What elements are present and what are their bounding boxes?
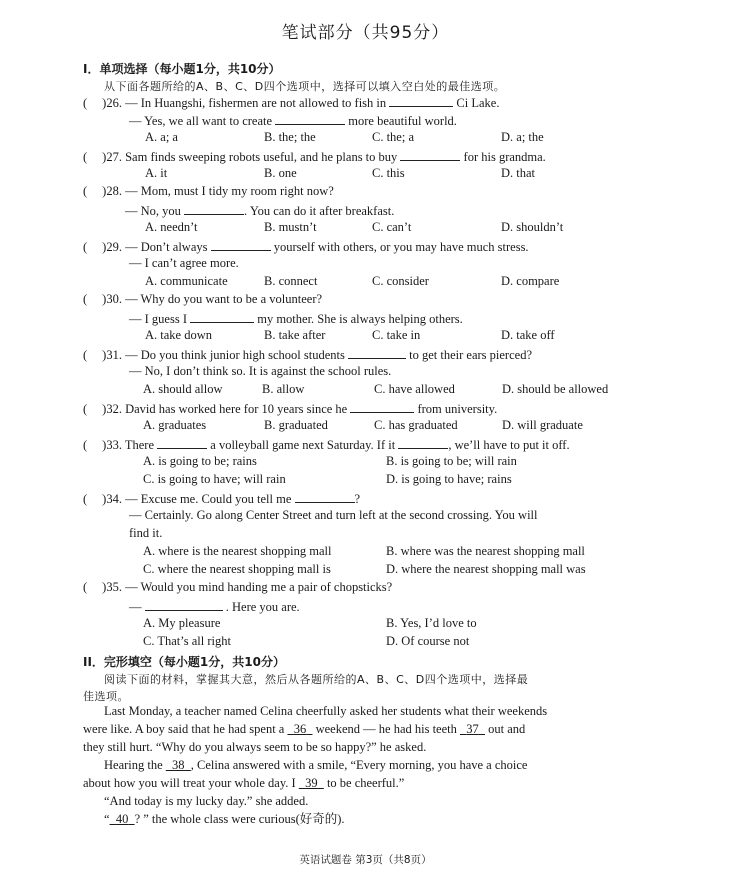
blank-39: [299, 776, 324, 790]
option-b: B. allow: [262, 382, 305, 396]
answer-paren: (: [83, 580, 88, 594]
question-number: )26.: [102, 96, 122, 110]
question-number: )30.: [102, 292, 122, 306]
option-d: D. will graduate: [502, 418, 583, 432]
question-31-reply: — No, I don’t think so. It is against the school rules.: [129, 364, 392, 378]
page-footer: 英语试题卷 第3页（共8页）: [299, 854, 432, 866]
option-b: B. take after: [264, 328, 326, 342]
passage-text: weekend — he had his teeth: [315, 722, 457, 736]
passage-text: “: [104, 812, 110, 826]
question-text: for his grandma.: [463, 150, 546, 164]
answer-blank: [350, 400, 414, 413]
question-26: [83, 94, 499, 111]
question-text: —: [129, 600, 142, 614]
option-b: B. graduated: [264, 418, 328, 432]
question-text: Sam finds sweeping robots useful, and he plans to buy: [125, 150, 398, 164]
answer-blank: [398, 436, 448, 449]
option-d: D. compare: [501, 274, 560, 288]
answer-blank: [157, 436, 207, 449]
option-d: D. Of course not: [386, 634, 470, 648]
question-number: )31.: [102, 348, 122, 362]
question-text: ?: [354, 492, 361, 506]
section-1-instruction: 从下面各题所给的A、B、C、D四个选项中，选择可以填入空白处的最佳选项。: [104, 80, 506, 93]
section-1-heading: I．单项选择（每小题1分，共10分）: [83, 62, 281, 76]
passage-text: about how you will treat your whole day. I: [83, 776, 296, 790]
option-b: B. the; the: [264, 130, 316, 144]
question-33: [83, 436, 570, 453]
option-d: D. is going to have; rains: [386, 472, 512, 486]
question-number: )29.: [102, 240, 122, 254]
question-text: — Excuse me. Could you tell me: [125, 492, 292, 506]
question-28-reply: [125, 202, 394, 219]
question-text: — I guess I: [129, 312, 187, 326]
passage-line: [104, 758, 527, 773]
page-title: 笔试部分（共95分）: [281, 23, 450, 43]
option-b: B. Yes, I’d love to: [386, 616, 477, 630]
option-c: C. this: [372, 166, 405, 180]
option-d: D. a; the: [501, 130, 544, 144]
question-text: David has worked here for 10 years since he: [125, 402, 348, 416]
question-text: — Don’t always: [125, 240, 208, 254]
question-26-reply: [129, 112, 457, 129]
option-a: A. it: [145, 166, 168, 180]
answer-paren: (: [83, 96, 88, 110]
option-a: A. take down: [145, 328, 212, 342]
question-text: There: [124, 438, 155, 452]
answer-paren: (: [83, 184, 88, 198]
answer-blank: [184, 202, 244, 215]
option-c: C. That’s all right: [143, 634, 231, 648]
question-35: [83, 580, 392, 595]
option-a: A. needn’t: [145, 220, 198, 234]
answer-blank: [348, 346, 406, 359]
option-d: D. shouldn’t: [501, 220, 564, 234]
option-a: A. is going to be; rains: [143, 454, 257, 468]
question-number: )34.: [102, 492, 122, 506]
question-35-reply: [129, 598, 300, 615]
option-c: C. have allowed: [374, 382, 455, 396]
option-d: D. take off: [501, 328, 555, 342]
option-b: B. connect: [264, 274, 318, 288]
option-b: B. one: [264, 166, 297, 180]
section-2-heading: II．完形填空（每小题1分，共10分）: [83, 655, 285, 669]
blank-38: [166, 758, 191, 772]
question-text: — Yes, we all want to create: [129, 114, 273, 128]
question-number: )27.: [102, 150, 122, 164]
question-31: [83, 346, 532, 363]
option-a: A. a; a: [145, 130, 178, 144]
question-32: [83, 400, 497, 417]
option-d: D. should be allowed: [502, 382, 609, 396]
question-text: — No, you: [125, 204, 181, 218]
blank-number: 39: [305, 776, 318, 790]
passage-line: [83, 722, 525, 737]
question-text: a volleyball game next Saturday. If it: [210, 438, 396, 452]
answer-paren: (: [83, 438, 88, 452]
question-text: . You can do it after breakfast.: [244, 204, 395, 218]
answer-blank: [400, 148, 460, 161]
answer-paren: (: [83, 292, 88, 306]
option-b: B. is going to be; will rain: [386, 454, 517, 468]
option-d: D. where the nearest shopping mall was: [386, 562, 586, 576]
option-c: C. the; a: [372, 130, 415, 144]
option-a: A. should allow: [143, 382, 223, 396]
option-b: B. where was the nearest shopping mall: [386, 544, 585, 558]
question-text: my mother. She is always helping others.: [257, 312, 463, 326]
blank-40: [110, 812, 135, 826]
question-number: )28.: [102, 184, 122, 198]
passage-text: were like. A boy said that he had spent a: [83, 722, 285, 736]
blank-number: 37: [466, 722, 479, 736]
question-text: to get their ears pierced?: [409, 348, 532, 362]
question-29: [83, 238, 529, 255]
question-30: [83, 292, 322, 307]
answer-paren: (: [83, 150, 88, 164]
passage-text: out and: [488, 722, 526, 736]
answer-blank: [295, 490, 355, 503]
question-text: yourself with others, or you may have much stress.: [273, 240, 529, 254]
question-27: [83, 148, 546, 165]
question-text: from university.: [417, 402, 498, 416]
passage-line: “And today is my lucky day.” she added.: [104, 794, 309, 808]
question-34-reply-cont: find it.: [129, 526, 163, 540]
question-text: , we’ll have to put it off.: [448, 438, 570, 452]
answer-blank: [211, 238, 271, 251]
option-a: A. communicate: [145, 274, 228, 288]
question-34-reply: — Certainly. Go along Center Street and turn left at the second crossing. You will: [129, 508, 538, 522]
question-text: — In Huangshi, fishermen are not allowed to fish in: [125, 96, 387, 110]
option-c: C. has graduated: [374, 418, 458, 432]
blank-number: 38: [172, 758, 185, 772]
option-c: C. take in: [372, 328, 421, 342]
question-number: )32.: [102, 402, 122, 416]
answer-paren: (: [83, 492, 88, 506]
option-c: C. where the nearest shopping mall is: [143, 562, 331, 576]
question-number: )33.: [102, 438, 122, 452]
question-30-reply: [129, 310, 463, 327]
question-number: )35.: [102, 580, 122, 594]
option-d: D. that: [501, 166, 536, 180]
option-b: B. mustn’t: [264, 220, 317, 234]
passage-line: they still hurt. “Why do you always seem to be so happy?” he asked.: [83, 740, 427, 754]
blank-number: 36: [293, 722, 307, 736]
blank-37: [460, 722, 485, 736]
answer-blank: [389, 94, 453, 107]
question-text: Ci Lake.: [456, 96, 500, 110]
question-text: more beautiful world.: [348, 114, 457, 128]
passage-text: to be cheerful.”: [326, 776, 405, 790]
option-a: A. My pleasure: [143, 616, 221, 630]
question-text: . Here you are.: [225, 600, 300, 614]
blank-number: 40: [115, 812, 129, 826]
question-34: [83, 490, 360, 507]
question-29-reply: — I can’t agree more.: [129, 256, 239, 270]
passage-line: [104, 812, 345, 827]
section-2-instruction: 阅读下面的材料，掌握其大意，然后从各题所给的A、B、C、D四个选项中，选择最: [104, 673, 529, 686]
answer-paren: (: [83, 240, 88, 254]
passage-text: , Celina answered with a smile, “Every morning, you have a choice: [190, 758, 528, 772]
question-text: — Would you mind handing me a pair of chopsticks?: [125, 580, 393, 594]
question-text: — Why do you want to be a volunteer?: [125, 292, 323, 306]
option-c: C. can’t: [372, 220, 412, 234]
option-a: A. graduates: [143, 418, 207, 432]
question-text: — Mom, must I tidy my room right now?: [125, 184, 334, 198]
passage-text: Hearing the: [104, 758, 163, 772]
option-c: C. consider: [372, 274, 429, 288]
answer-blank: [145, 598, 223, 611]
section-2-instruction-cont: 佳选项。: [83, 690, 129, 703]
passage-line: [83, 776, 404, 791]
passage-text: ? ” the whole class were curious(好奇的).: [134, 812, 345, 826]
option-c: C. is going to have; will rain: [143, 472, 286, 486]
option-a: A. where is the nearest shopping mall: [143, 544, 332, 558]
answer-paren: (: [83, 348, 88, 362]
question-text: — Do you think junior high school students: [125, 348, 345, 362]
blank-36: [287, 722, 312, 736]
question-28: [83, 184, 334, 199]
passage-line: Last Monday, a teacher named Celina cheerfully asked her students what their weekends: [104, 704, 548, 718]
answer-blank: [190, 310, 254, 323]
answer-blank: [275, 112, 345, 125]
answer-paren: (: [83, 402, 88, 416]
